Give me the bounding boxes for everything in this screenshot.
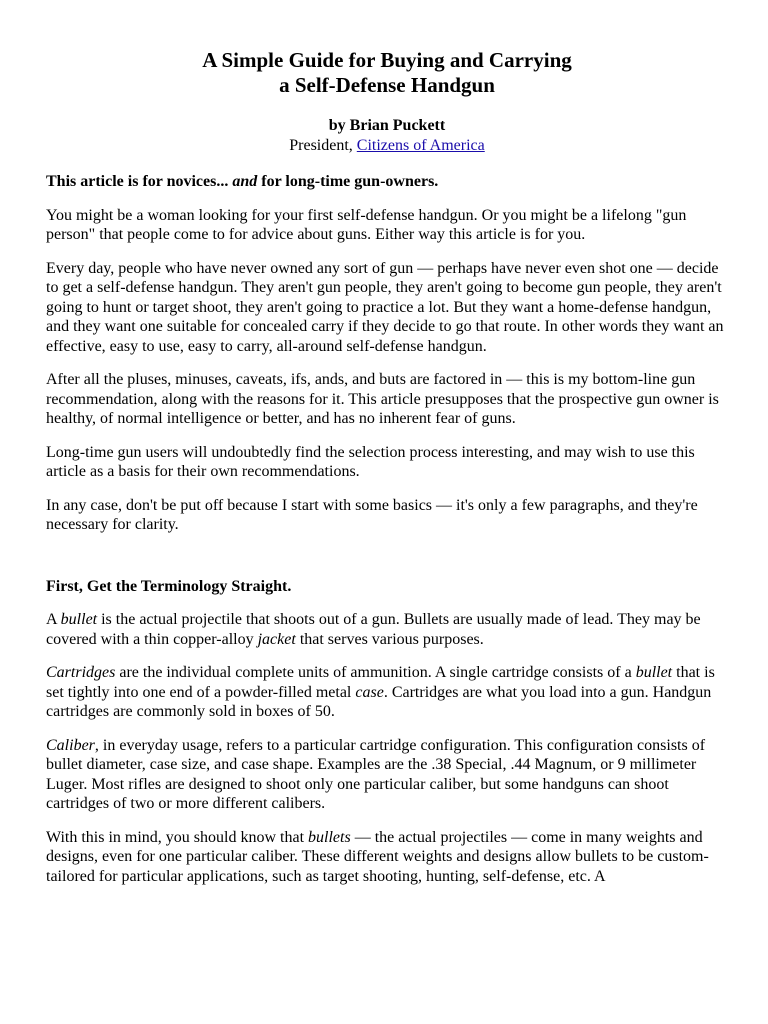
title-line-2: a Self-Defense Handgun (279, 73, 495, 97)
term-bullet-2: bullet (635, 664, 673, 681)
article-title (46, 48, 728, 98)
term-jacket: jacket (257, 630, 296, 648)
paragraph-bullets-variety: With this in mind, you should know that bullets — the actual projectiles — come in many weights and designs, even for one particular caliber. These different weights and designs allow bullets to be custom-tailored for particular applications, such as target shooting, hunting, self-defense, etc. A (46, 828, 709, 885)
lead-statement: This article is for novices... and for long-time gun-owners. (46, 173, 439, 190)
term-caliber: Caliber (46, 736, 95, 754)
citizens-of-america-link[interactable]: Citizens of America (356, 137, 485, 154)
author-name: by Brian Puckett (328, 117, 446, 134)
paragraph-everyday: Every day, people who have never owned any sort of gun — perhaps have never even shot one — decide to get a self-defense handgun. They aren't gun people, they aren't going to become gun people, they aren't going to hunt or target shoot, they aren't going to practice a lot. But they want a home-defense handgun, and they want one suitable for concealed carry if they decide to go that route. In other words they want an effective, easy to use, easy to carry, all-around self-defense handgun. (46, 259, 724, 355)
title-line-1: A Simple Guide for Buying and Carrying (202, 48, 572, 72)
paragraph-bullet-definition: A bullet is the actual projectile that shoots out of a gun. Bullets are usually made of lead. They may be covered with a thin copper-alloy jacket that serves various purposes. (46, 611, 701, 648)
term-bullet: bullet (60, 611, 98, 628)
paragraph-cartridges-definition: Cartridges are the individual complete units of ammunition. A single cartridge consists of a bullet that is set tightly into one end of a powder-filled metal case. Cartridges are what you load into a gun. Handgun cartridges are commonly sold in boxes of 50. (46, 664, 715, 720)
term-bullets: bullets (308, 828, 351, 846)
term-case: case (355, 683, 384, 701)
lead-emphasis: and (232, 173, 258, 190)
paragraph-basics: In any case, don't be put off because I start with some basics — it's only a few paragraphs, and they're necessary for clarity. (46, 496, 698, 533)
paragraph-caliber-definition: Caliber, in everyday usage, refers to a particular cartridge configuration. This configuration consists of bullet diameter, case size, and case shape. Examples are the .38 Special, .44 Magnum, or 9 millimeter Luger. Most rifles are designed to shoot only one particular caliber, but some handguns can shoot cartridges of two or more different calibers. (46, 736, 706, 812)
section-heading: First, Get the Terminology Straight. (46, 577, 292, 595)
paragraph-bottom-line: After all the pluses, minuses, caveats, ifs, ands, and buts are factored in — this is my bottom-line gun recommendation, along with the reasons for it. This article presupposes that the prospective gun owner is healthy, of normal intelligence or better, and has no inherent fear of guns. (46, 371, 719, 427)
byline (46, 116, 728, 156)
paragraph-intro: You might be a woman looking for your first self-defense handgun. Or you might be a lifelong "gun person" that people come to for advice about guns. Either way this article is for you. (46, 206, 687, 243)
term-cartridges: Cartridges (46, 664, 116, 681)
paragraph-long-time-users: Long-time gun users will undoubtedly find the selection process interesting, and may wish to use this article as a basis for their own recommendations. (46, 443, 695, 480)
author-role: President, (289, 137, 357, 154)
